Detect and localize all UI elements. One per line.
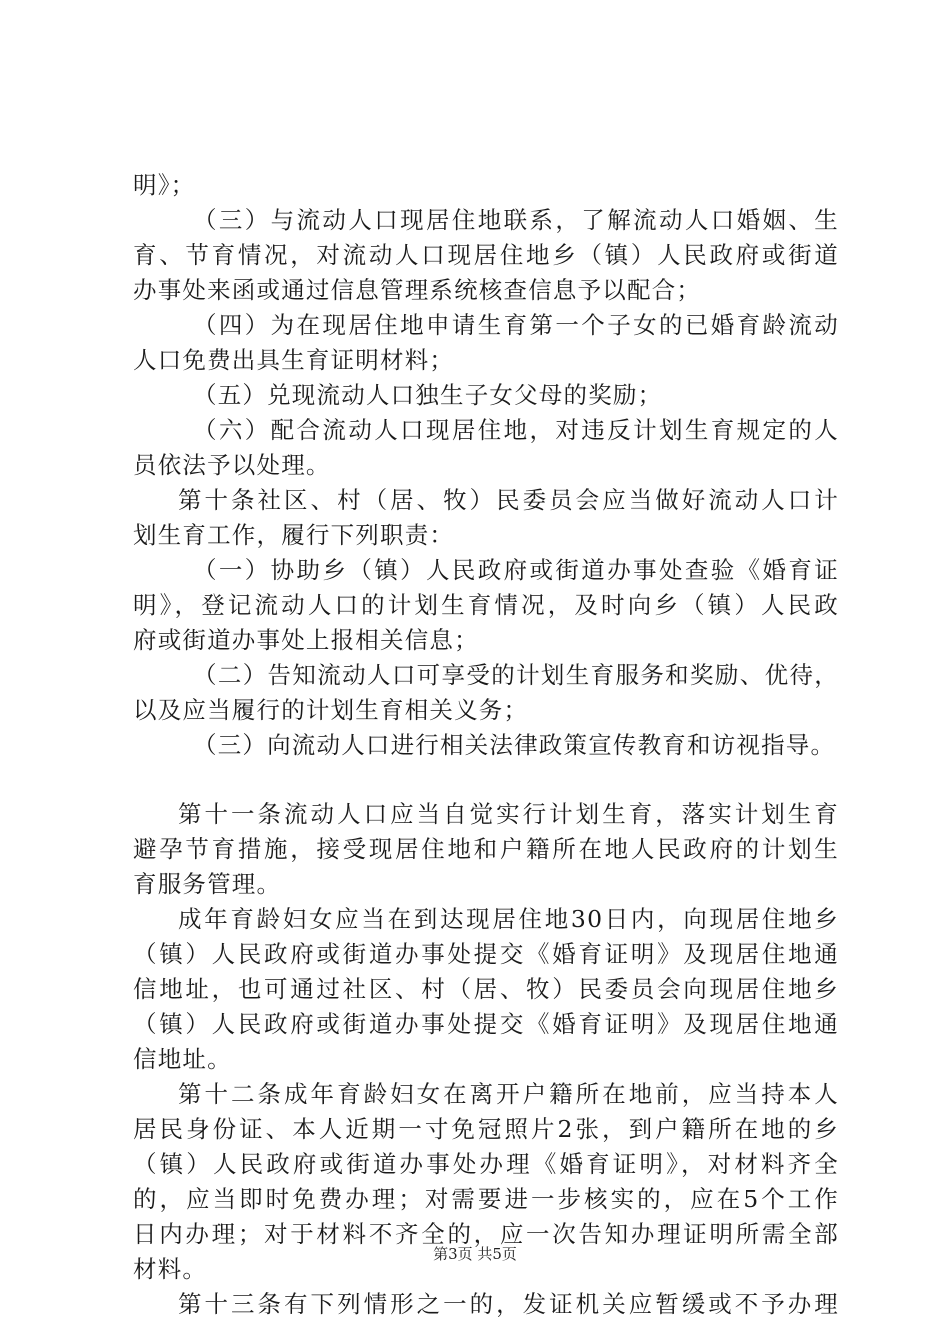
- document-body: [133, 168, 839, 1322]
- text-line: 办事处来函或通过信息管理系统核查信息予以配合；: [133, 276, 702, 304]
- text-line: （五）兑现流动人口独生子女父母的奖励；: [193, 381, 663, 409]
- text-line: 成年育龄妇女应当在到达现居住地30日内，向现居住地乡: [178, 905, 839, 933]
- text-line: 第十三条有下列情形之一的，发证机关应暂缓或不予办理: [178, 1290, 839, 1318]
- paragraph-gap: [133, 763, 839, 797]
- text-line: 第十条社区、村（居、牧）民委员会应当做好流动人口计: [178, 486, 839, 514]
- text-line: 以及应当履行的计划生育相关义务；: [133, 696, 529, 724]
- text-line: 信地址。: [133, 1045, 232, 1073]
- text-line: （镇）人民政府或街道办事处提交《婚育证明》及现居住地通: [133, 940, 839, 968]
- text-line: 明》；: [133, 171, 196, 199]
- text-line: （二）告知流动人口可享受的计划生育服务和奖励、优待，: [193, 661, 839, 689]
- text-line: 育服务管理。: [133, 870, 282, 898]
- text-line: （三）与流动人口现居住地联系，了解流动人口婚姻、生: [193, 206, 839, 234]
- text-line: 避孕节育措施，接受现居住地和户籍所在地人民政府的计划生: [133, 835, 839, 863]
- text-line: （三）向流动人口进行相关法律政策宣传教育和访视指导。: [193, 731, 836, 759]
- text-line: 府或街道办事处上报相关信息；: [133, 626, 479, 654]
- text-line: 信地址，也可通过社区、村（居、牧）民委员会向现居住地乡: [133, 975, 839, 1003]
- text-line: （四）为在现居住地申请生育第一个子女的已婚育龄流动: [193, 311, 839, 339]
- text-line: （六）配合流动人口现居住地，对违反计划生育规定的人: [193, 416, 839, 444]
- text-line: 明》，登记流动人口的计划生育情况，及时向乡（镇）人民政: [133, 591, 839, 619]
- text-line: 人口免费出具生育证明材料；: [133, 346, 455, 374]
- text-line: 居民身份证、本人近期一寸免冠照片2张，到户籍所在地的乡: [133, 1115, 839, 1143]
- text-line: 的，应当即时免费办理；对需要进一步核实的，应在5个工作: [133, 1185, 839, 1213]
- text-line: 员依法予以处理。: [133, 451, 331, 479]
- text-line: 日内办理；对于材料不齐全的，应一次告知办理证明所需全部: [133, 1220, 839, 1248]
- text-line: 育、节育情况，对流动人口现居住地乡（镇）人民政府或街道: [133, 241, 839, 269]
- text-line: 第十二条成年育龄妇女在离开户籍所在地前，应当持本人: [178, 1080, 839, 1108]
- text-line: （一）协助乡（镇）人民政府或街道办事处查验《婚育证: [193, 556, 839, 584]
- text-line: （镇）人民政府或街道办事处提交《婚育证明》及现居住地通: [133, 1010, 839, 1038]
- page-number: 第3页 共5页: [433, 1245, 517, 1263]
- text-line: （镇）人民政府或街道办事处办理《婚育证明》，对材料齐全: [133, 1150, 839, 1178]
- text-line: 第十一条流动人口应当自觉实行计划生育，落实计划生育: [178, 800, 839, 828]
- text-line: 材料。: [133, 1255, 208, 1283]
- text-line: 划生育工作，履行下列职责：: [133, 521, 455, 549]
